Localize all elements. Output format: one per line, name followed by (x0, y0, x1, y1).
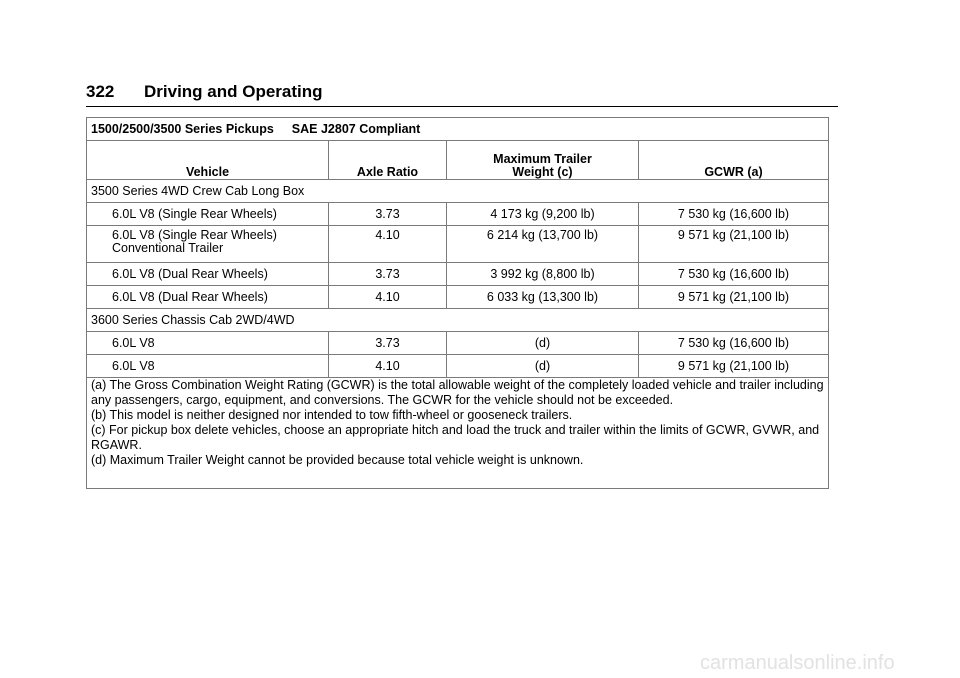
column-header-gcwr: GCWR (a) (639, 141, 829, 180)
column-header-trailer-line2: Weight (c) (512, 165, 573, 179)
cell-vehicle (87, 226, 329, 263)
cell-gcwr: 7 530 kg (16,600 lb) (639, 203, 829, 226)
cell-axle-ratio: 4.10 (329, 355, 447, 378)
cell-vehicle: 6.0L V8 (87, 355, 329, 378)
cell-trailer-weight: 6 214 kg (13,700 lb) (447, 226, 639, 263)
table-row (87, 286, 829, 309)
cell-vehicle: 6.0L V8 (Dual Rear Wheels) (87, 286, 329, 309)
page-number: 322 (86, 82, 115, 101)
table-row (87, 263, 829, 286)
cell-axle-ratio: 4.10 (329, 226, 447, 263)
section-title: Driving and Operating (144, 82, 323, 101)
cell-axle-ratio: 3.73 (329, 263, 447, 286)
group-row (87, 309, 829, 332)
column-header-row (87, 141, 829, 180)
cell-trailer-weight: 3 992 kg (8,800 lb) (447, 263, 639, 286)
group-label: 3500 Series 4WD Crew Cab Long Box (87, 180, 829, 203)
cell-axle-ratio: 3.73 (329, 332, 447, 355)
group-row (87, 180, 829, 203)
note-d: (d) Maximum Trailer Weight cannot be provided because total vehicle weight is unknown. (91, 453, 584, 467)
cell-gcwr: 7 530 kg (16,600 lb) (639, 263, 829, 286)
cell-gcwr: 9 571 kg (21,100 lb) (639, 226, 829, 263)
cell-vehicle: 6.0L V8 (Single Rear Wheels) (87, 203, 329, 226)
cell-gcwr: 7 530 kg (16,600 lb) (639, 332, 829, 355)
column-header-trailer-line1: Maximum Trailer (493, 152, 592, 166)
note-c: (c) For pickup box delete vehicles, choose an appropriate hitch and load the truck and trailer within the limits of GCWR, GVWR, and RGAWR. (91, 423, 820, 452)
cell-vehicle-line2: Conventional Trailer (112, 241, 224, 255)
cell-gcwr: 9 571 kg (21,100 lb) (639, 286, 829, 309)
note-b: (b) This model is neither designed nor intended to tow fifth-wheel or gooseneck trailers. (91, 408, 573, 422)
watermark: carmanualsonline.info (700, 652, 895, 674)
cell-vehicle-line1: 6.0L V8 (Single Rear Wheels) (112, 228, 277, 242)
column-header-vehicle: Vehicle (87, 141, 329, 180)
table-notes (87, 378, 829, 489)
table-title-series: 1500/2500/3500 Series Pickups (91, 121, 274, 136)
cell-axle-ratio: 3.73 (329, 203, 447, 226)
cell-trailer-weight: 4 173 kg (9,200 lb) (447, 203, 639, 226)
group-label: 3600 Series Chassis Cab 2WD/4WD (87, 309, 829, 332)
cell-trailer-weight: (d) (447, 355, 639, 378)
table-title (87, 118, 829, 141)
table-row (87, 332, 829, 355)
towing-spec-table (86, 117, 829, 489)
cell-trailer-weight: 6 033 kg (13,300 lb) (447, 286, 639, 309)
table-title-compliance: SAE J2807 Compliant (291, 121, 421, 136)
cell-vehicle: 6.0L V8 (Dual Rear Wheels) (87, 263, 329, 286)
table-title-row (87, 118, 829, 141)
column-header-max-trailer-weight (447, 141, 639, 180)
cell-trailer-weight: (d) (447, 332, 639, 355)
table-row (87, 203, 829, 226)
column-header-axle-ratio: Axle Ratio (329, 141, 447, 180)
note-a: (a) The Gross Combination Weight Rating (GCWR) is the total allowable weight of the completely loaded vehicle and trailer including any passengers, cargo, equipment, and conversions. The GCWR for the vehicle should not be exceeded. (91, 378, 824, 407)
table-row (87, 226, 829, 263)
page-header (86, 82, 838, 107)
table-row (87, 355, 829, 378)
cell-gcwr: 9 571 kg (21,100 lb) (639, 355, 829, 378)
cell-axle-ratio: 4.10 (329, 286, 447, 309)
cell-vehicle: 6.0L V8 (87, 332, 329, 355)
notes-row (87, 378, 829, 489)
